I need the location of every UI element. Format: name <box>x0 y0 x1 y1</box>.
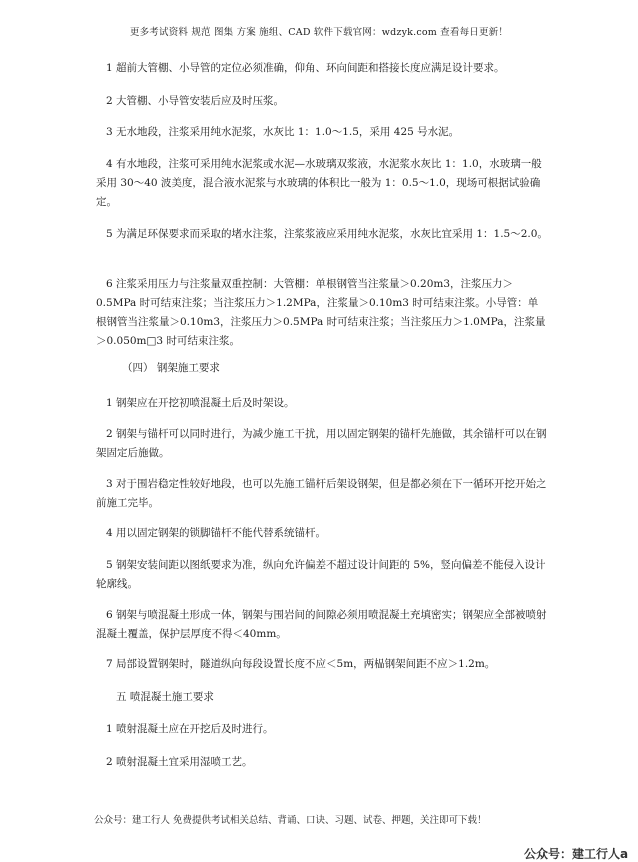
list-item: 5 钢架安装间距以图纸要求为准，纵向允许偏差不超过设计间距的 5%，竖向偏差不能侵入设计轮廓线。 <box>96 559 546 590</box>
list-item: 3 对于围岩稳定性较好地段，也可以先施工锚杆后架设钢架，但是都必须在下一循环开挖开始之前施工完毕。 <box>96 478 547 509</box>
page-header: 更多考试资料 规范 图集 方案 施组、CAD 软件下载官网：wdzyk.com 查看每日更新！ <box>129 27 509 38</box>
list-item: 1 钢架应在开挖初喷混凝土后及时架设。 <box>106 397 295 409</box>
list-item: 6 钢架与喷混凝土形成一体，钢架与围岩间的间隙必须用喷混凝土充填密实；钢架应全部被喷射混凝土覆盖，保护层厚度不得＜40mm。 <box>96 609 547 640</box>
list-item: 1 超前大管棚、小导管的定位必须准确，仰角、环向间距和搭接长度应满足设计要求。 <box>106 62 505 74</box>
list-item: 4 用以固定钢架的锁脚锚杆不能代替系统锚杆。 <box>106 527 327 539</box>
list-item: 6 注浆采用压力与注浆量双重控制：大管棚：单根钢管当注浆量＞0.20m3，注浆压力＞0.5MPa 时可结束注浆；当注浆压力＞1.2MPa，注浆量＞0.10m3 时可结束注浆。小导管：单根钢管当注浆量＞0.10m3，注浆压力＞0.5MPa 时可结束注浆；当注浆压力＞1.0MPa，注浆量＞0.050m□3 时可结束注浆。 <box>96 278 546 347</box>
list-item: 3 无水地段，注浆采用纯水泥浆，水灰比 1：1.0～1.5，采用 425 号水泥。 <box>106 126 460 138</box>
list-item: 2 喷射混凝土宜采用湿喷工艺。 <box>106 756 253 768</box>
page-footer: 公众号：建工行人 免费提供考试相关总结、背诵、口诀、习题、试卷、押题，关注即可下载！ <box>94 815 487 826</box>
watermark: 公众号：建工行人a <box>524 847 629 861</box>
list-item: 5 为满足环保要求而采取的堵水注浆，注浆浆液应采用纯水泥浆，水灰比宜采用 1：1.5～2.0。 <box>106 228 548 240</box>
list-item: 4 有水地段，注浆可采用纯水泥浆或水泥—水玻璃双浆液，水泥浆水灰比 1：1.0，水玻璃一般采用 30～40 波美度，混合液水泥浆与水玻璃的体积比一般为 1：0.5～1.0，现场可根据试验确定。 <box>96 158 542 208</box>
list-item: 1 喷射混凝土应在开挖后及时进行。 <box>106 723 274 735</box>
section-heading: （四） 钢架施工要求 <box>122 362 220 374</box>
list-item: 2 钢架与锚杆可以同时进行，为减少施工干扰，用以固定钢架的锚杆先施做，其余锚杆可以在钢架固定后施做。 <box>96 428 547 459</box>
section-heading: 五 喷混凝土施工要求 <box>116 691 214 703</box>
list-item: 2 大管棚、小导管安装后应及时压浆。 <box>106 95 285 107</box>
list-item: 7 局部设置钢架时，隧道纵向每段设置长度不应＜5m，两榀钢架间距不应＞1.2m。 <box>106 658 496 670</box>
